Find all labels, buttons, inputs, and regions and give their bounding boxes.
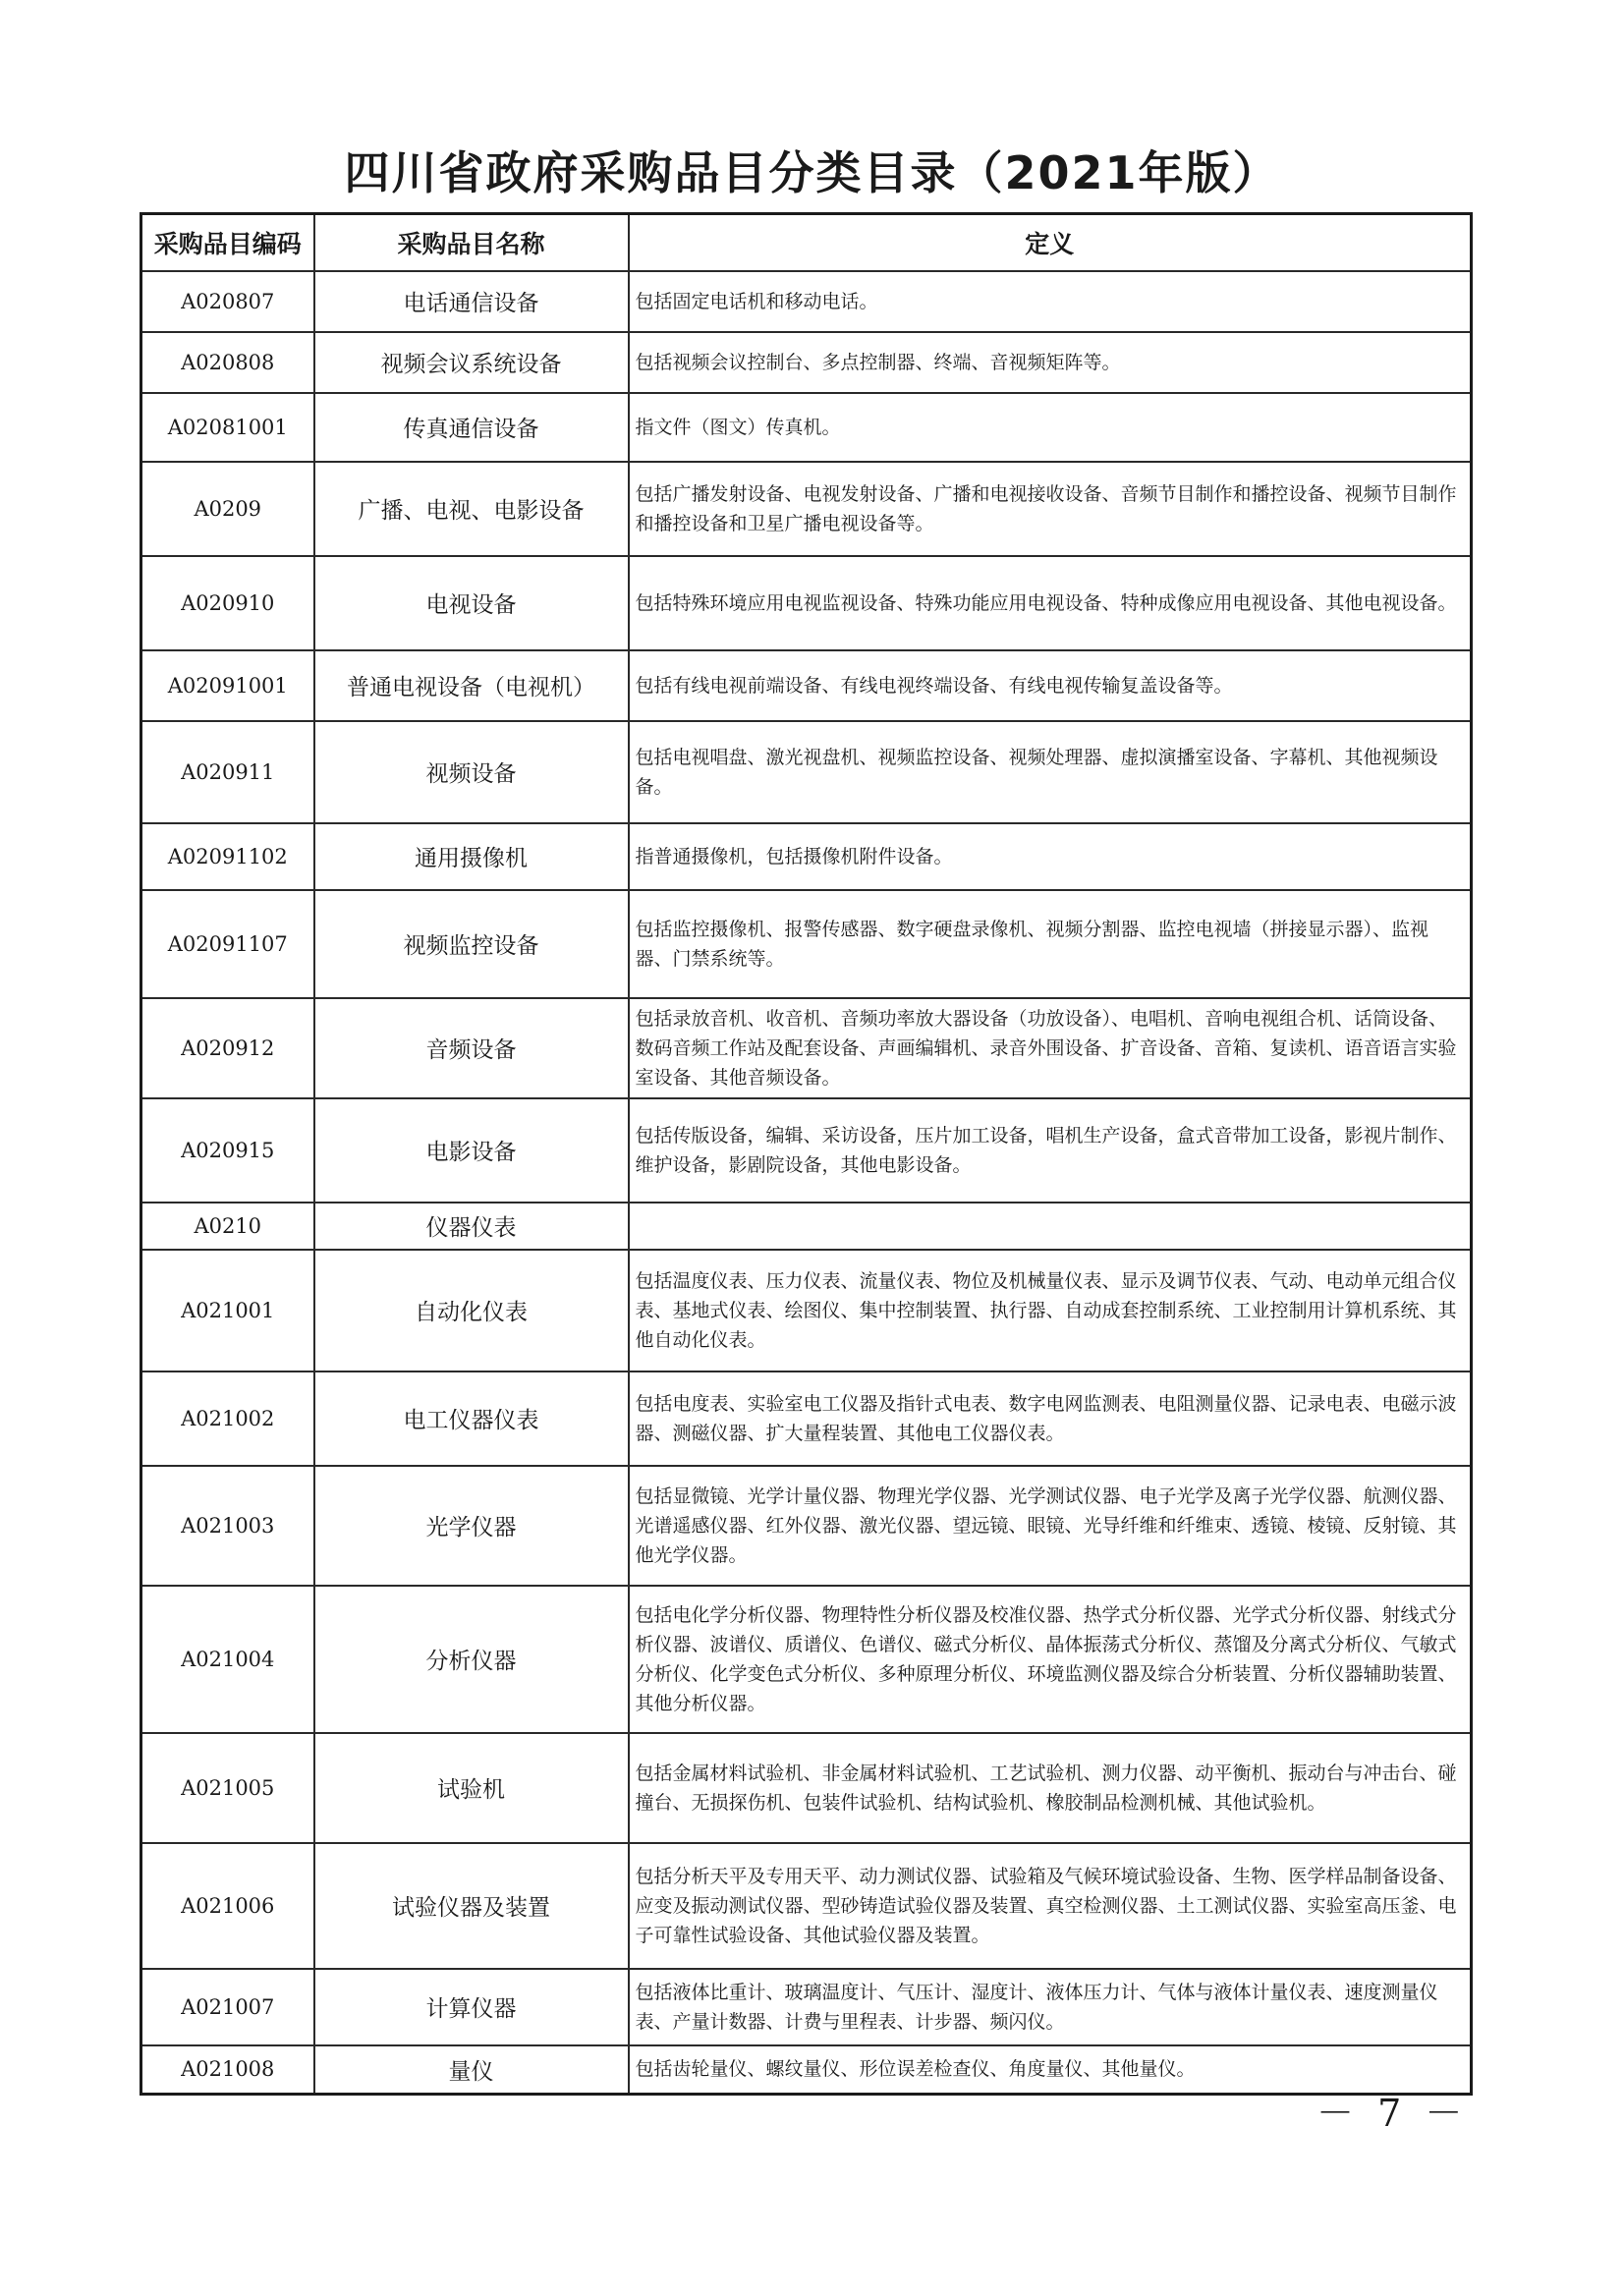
item-definition: 包括传版设备，编辑、采访设备，压片加工设备，唱机生产设备，盒式音带加工设备，影视片制作、维护设备，影剧院设备，其他电影设备。: [629, 1098, 1472, 1203]
item-code: A020807: [141, 271, 314, 332]
item-name: 通用摄像机: [314, 823, 629, 890]
item-name: 计算仪器: [314, 1969, 629, 2045]
item-name: 电视设备: [314, 556, 629, 650]
item-name: 电话通信设备: [314, 271, 629, 332]
item-code: A021002: [141, 1371, 314, 1466]
item-definition: 包括电度表、实验室电工仪器及指针式电表、数字电网监测表、电阻测量仪器、记录电表、电磁示波器、测磁仪器、扩大量程装置、其他电工仪器仪表。: [629, 1371, 1472, 1466]
item-code: A021001: [141, 1250, 314, 1371]
item-code: A0210: [141, 1203, 314, 1250]
table-row: [141, 998, 1472, 1098]
item-name: 试验机: [314, 1733, 629, 1843]
item-name: 分析仪器: [314, 1586, 629, 1733]
table-row: [141, 1371, 1472, 1466]
table-row: [141, 1733, 1472, 1843]
item-code: A021006: [141, 1843, 314, 1969]
item-code: A02091001: [141, 650, 314, 721]
item-name: 试验仪器及装置: [314, 1843, 629, 1969]
item-code: A021005: [141, 1733, 314, 1843]
item-definition: 包括齿轮量仪、螺纹量仪、形位误差检查仪、角度量仪、其他量仪。: [629, 2045, 1472, 2095]
item-name: 传真通信设备: [314, 393, 629, 462]
item-definition: 包括视频会议控制台、多点控制器、终端、音视频矩阵等。: [629, 332, 1472, 393]
header-definition: 定义: [629, 214, 1472, 271]
item-name: 光学仪器: [314, 1466, 629, 1586]
item-name: 电影设备: [314, 1098, 629, 1203]
table-row: [141, 271, 1472, 332]
item-name: 电工仪器仪表: [314, 1371, 629, 1466]
page-number: － 7 －: [1316, 2092, 1469, 2135]
item-code: A021004: [141, 1586, 314, 1733]
table-row: [141, 1969, 1472, 2045]
item-code: A021003: [141, 1466, 314, 1586]
item-definition: 指普通摄像机，包括摄像机附件设备。: [629, 823, 1472, 890]
table-header-row: [141, 214, 1472, 271]
item-code: A021008: [141, 2045, 314, 2095]
item-name: 视频会议系统设备: [314, 332, 629, 393]
item-definition: 包括显微镜、光学计量仪器、物理光学仪器、光学测试仪器、电子光学及离子光学仪器、航测仪器、光谱遥感仪器、红外仪器、激光仪器、望远镜、眼镜、光导纤维和纤维束、透镜、棱镜、反射镜、其他光学仪器。: [629, 1466, 1472, 1586]
item-definition: 包括录放音机、收音机、音频功率放大器设备（功放设备）、电唱机、音响电视组合机、话筒设备、数码音频工作站及配套设备、声画编辑机、录音外围设备、扩音设备、音箱、复读机、语音语言实验室设备、其他音频设备。: [629, 998, 1472, 1098]
item-definition: 包括金属材料试验机、非金属材料试验机、工艺试验机、测力仪器、动平衡机、振动台与冲击台、碰撞台、无损探伤机、包装件试验机、结构试验机、橡胶制品检测机械、其他试验机。: [629, 1733, 1472, 1843]
table-row: [141, 890, 1472, 998]
item-definition: 包括电视唱盘、激光视盘机、视频监控设备、视频处理器、虚拟演播室设备、字幕机、其他视频设备。: [629, 721, 1472, 823]
item-name: 普通电视设备（电视机）: [314, 650, 629, 721]
table-row: [141, 823, 1472, 890]
item-definition: 包括电化学分析仪器、物理特性分析仪器及校准仪器、热学式分析仪器、光学式分析仪器、射线式分析仪器、波谱仪、质谱仪、色谱仪、磁式分析仪、晶体振荡式分析仪、蒸馏及分离式分析仪、气敏式分析仪、化学变色式分析仪、多种原理分析仪、环境监测仪器及综合分析装置、分析仪器辅助装置、其他分析仪器。: [629, 1586, 1472, 1733]
item-definition: 包括分析天平及专用天平、动力测试仪器、试验箱及气候环境试验设备、生物、医学样品制备设备、应变及振动测试仪器、型砂铸造试验仪器及装置、真空检测仪器、土工测试仪器、实验室高压釜、电子可靠性试验设备、其他试验仪器及装置。: [629, 1843, 1472, 1969]
table-row: [141, 1843, 1472, 1969]
item-name: 量仪: [314, 2045, 629, 2095]
table-row: [141, 462, 1472, 556]
item-code: A020912: [141, 998, 314, 1098]
item-name: 仪器仪表: [314, 1203, 629, 1250]
table-row: [141, 721, 1472, 823]
item-definition: 包括温度仪表、压力仪表、流量仪表、物位及机械量仪表、显示及调节仪表、气动、电动单元组合仪表、基地式仪表、绘图仪、集中控制装置、执行器、自动成套控制系统、工业控制用计算机系统、其他自动化仪表。: [629, 1250, 1472, 1371]
table-row: [141, 393, 1472, 462]
item-code: A0209: [141, 462, 314, 556]
table-row: [141, 2045, 1472, 2095]
item-code: A02091102: [141, 823, 314, 890]
table-row: [141, 332, 1472, 393]
table-row: [141, 1586, 1472, 1733]
item-definition: 包括固定电话机和移动电话。: [629, 271, 1472, 332]
item-definition: 包括液体比重计、玻璃温度计、气压计、湿度计、液体压力计、气体与液体计量仪表、速度测量仪表、产量计数器、计费与里程表、计步器、频闪仪。: [629, 1969, 1472, 2045]
item-definition: 包括广播发射设备、电视发射设备、广播和电视接收设备、音频节目制作和播控设备、视频节目制作和播控设备和卫星广播电视设备等。: [629, 462, 1472, 556]
header-code: 采购品目编码: [141, 214, 314, 271]
table-row: [141, 1203, 1472, 1250]
item-definition: 包括有线电视前端设备、有线电视终端设备、有线电视传输复盖设备等。: [629, 650, 1472, 721]
item-name: 音频设备: [314, 998, 629, 1098]
item-code: A02091107: [141, 890, 314, 998]
item-code: A021007: [141, 1969, 314, 2045]
item-name: 广播、电视、电影设备: [314, 462, 629, 556]
page-title: 四川省政府采购品目分类目录（2021年版）: [344, 146, 1280, 199]
item-name: 自动化仪表: [314, 1250, 629, 1371]
table-row: [141, 1098, 1472, 1203]
table-row: [141, 650, 1472, 721]
item-code: A020915: [141, 1098, 314, 1203]
item-name: 视频设备: [314, 721, 629, 823]
item-code: A020808: [141, 332, 314, 393]
table-row: [141, 1250, 1472, 1371]
item-definition: 包括特殊环境应用电视监视设备、特殊功能应用电视设备、特种成像应用电视设备、其他电视设备。: [629, 556, 1472, 650]
item-definition: 包括监控摄像机、报警传感器、数字硬盘录像机、视频分割器、监控电视墙（拼接显示器）、监视器、门禁系统等。: [629, 890, 1472, 998]
item-code: A02081001: [141, 393, 314, 462]
table-row: [141, 1466, 1472, 1586]
item-definition: 指文件（图文）传真机。: [629, 393, 1472, 462]
item-name: 视频监控设备: [314, 890, 629, 998]
table-row: [141, 556, 1472, 650]
item-definition: [629, 1203, 1472, 1250]
item-code: A020911: [141, 721, 314, 823]
item-code: A020910: [141, 556, 314, 650]
header-name: 采购品目名称: [314, 214, 629, 271]
catalog-table: [140, 212, 1473, 2096]
